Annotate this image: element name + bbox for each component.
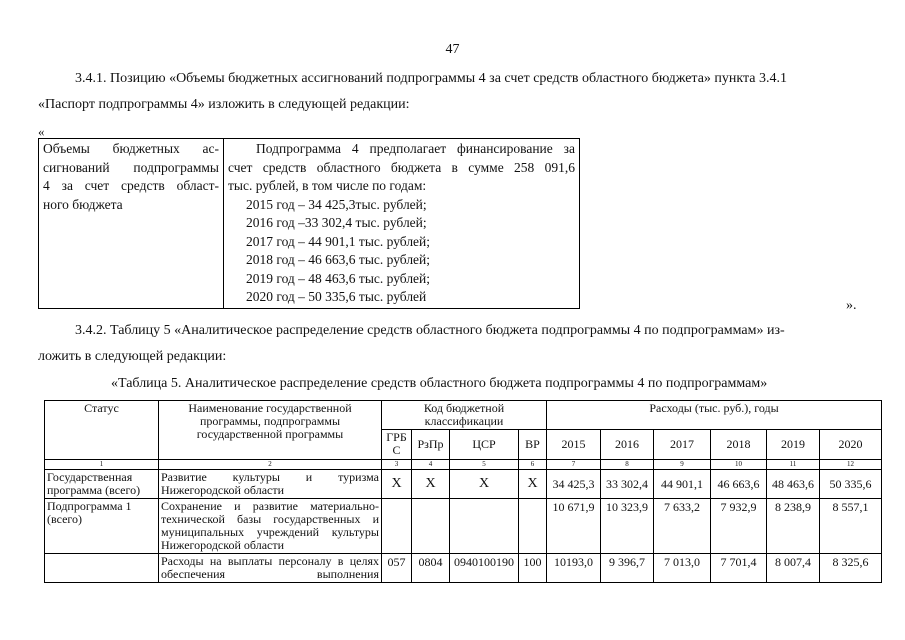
row-value: 33 302,4 <box>601 470 654 499</box>
passport-year-line: 2018 год – 46 663,6 тыс. рублей; <box>246 252 431 267</box>
row-csr: Х <box>450 470 519 499</box>
column-index: 7 <box>547 460 601 470</box>
row-value: 8 238,9 <box>767 499 820 554</box>
row-value: 10 671,9 <box>547 499 601 554</box>
header-year: 2016 <box>601 430 654 460</box>
passport-year-line: 2020 год – 50 335,6 тыс. рублей <box>246 289 427 304</box>
row-name: Развитие культуры и туризма Нижегородской области <box>159 470 382 499</box>
passport-year-line: 2015 год – 34 425,3тыс. рублей; <box>246 196 427 212</box>
table-header-row <box>45 401 882 430</box>
header-rzpr: РзПр <box>412 430 450 460</box>
passport-year-line: 2017 год – 44 901,1 тыс. рублей; <box>246 233 431 249</box>
row-value: 10193,0 <box>547 554 601 583</box>
row-grbs <box>382 499 412 554</box>
column-index: 1 <box>45 460 159 470</box>
row-grbs: Х <box>382 470 412 499</box>
row-status <box>45 554 159 583</box>
passport-year-line: 2016 год –33 302,4 тыс. рублей; <box>246 215 427 230</box>
paragraph-3-4-2-line1: 3.4.2. Таблицу 5 «Аналитическое распределение средств областного бюджета подпрограммы 4 по подпрограммам» из- <box>75 323 785 338</box>
header-code: Код бюджетной классификации <box>382 401 547 430</box>
paragraph-3-4-2-line2: ложить в следующей редакции: <box>38 349 227 364</box>
row-value: 7 932,9 <box>711 499 767 554</box>
row-vr <box>519 499 547 554</box>
header-name: Наименование государственной программы, подпрограммы государственной программы <box>159 401 382 460</box>
column-index: 5 <box>450 460 519 470</box>
row-name: Расходы на выплаты персоналу в целях обеспечения выполнения <box>159 554 382 583</box>
header-year: 2020 <box>820 430 882 460</box>
row-value: 48 463,6 <box>767 470 820 499</box>
row-grbs: 057 <box>382 554 412 583</box>
passport-left-line: сигнований подпрограммы <box>43 159 219 175</box>
row-value: 8 007,4 <box>767 554 820 583</box>
row-value: 44 901,1 <box>654 470 711 499</box>
row-value: 8 325,6 <box>820 554 882 583</box>
column-index: 4 <box>412 460 450 470</box>
row-value: 34 425,3 <box>547 470 601 499</box>
header-grbs: ГРБ С <box>382 430 412 460</box>
passport-year-line: 2019 год – 48 463,6 тыс. рублей; <box>246 270 431 286</box>
column-index: 8 <box>601 460 654 470</box>
row-value: 10 323,9 <box>601 499 654 554</box>
paragraph-3-4-1-line1: 3.4.1. Позицию «Объемы бюджетных ассигнований подпрограммы 4 за счет средств областного бюджета» пункта 3.4.1 <box>75 71 788 86</box>
column-index-row <box>45 460 882 470</box>
row-value: 46 663,6 <box>711 470 767 499</box>
row-rzpr <box>412 499 450 554</box>
row-csr: 0940100190 <box>450 554 519 583</box>
table-row <box>45 554 882 583</box>
table-row <box>45 499 882 554</box>
passport-left-cell <box>39 139 224 309</box>
header-year: 2018 <box>711 430 767 460</box>
row-vr: 100 <box>519 554 547 583</box>
column-index: 10 <box>711 460 767 470</box>
header-vr: ВР <box>519 430 547 460</box>
closing-quote: ». <box>846 298 857 313</box>
table-row <box>45 470 882 499</box>
row-value: 9 396,7 <box>601 554 654 583</box>
row-rzpr: 0804 <box>412 554 450 583</box>
passport-left-line: ного бюджета <box>43 196 123 212</box>
paragraph-3-4-1-line2: «Паспорт подпрограммы 4» изложить в следующей редакции: <box>38 97 410 112</box>
column-index: 3 <box>382 460 412 470</box>
column-index: 12 <box>820 460 882 470</box>
row-value: 7 701,4 <box>711 554 767 583</box>
passport-intro-line: счет средств областного бюджета в сумме 258 091,6 <box>228 159 575 175</box>
column-index: 6 <box>519 460 547 470</box>
passport-left-line: Объемы бюджетных ас- <box>43 141 219 156</box>
table-5-title: «Таблица 5. Аналитическое распределение средств областного бюджета подпрограммы 4 по подпрограммам» <box>111 376 768 391</box>
row-rzpr: Х <box>412 470 450 499</box>
row-status: Подпрограмма 1 (всего) <box>45 499 159 554</box>
row-value: 50 335,6 <box>820 470 882 499</box>
header-year: 2017 <box>654 430 711 460</box>
header-status: Статус <box>45 401 159 460</box>
passport-intro-line: Подпрограмма 4 предполагает финансирование за <box>256 141 575 156</box>
passport-table <box>38 138 580 309</box>
passport-intro-line: тыс. рублей, в том числе по годам: <box>228 178 427 193</box>
passport-left-line: 4 за счет средств област- <box>43 178 219 193</box>
header-year: 2015 <box>547 430 601 460</box>
row-name: Сохранение и развитие материально-технической базы государственных и муниципальных учреждений культуры Нижегородской области <box>159 499 382 554</box>
page-number: 47 <box>445 42 460 57</box>
table-5 <box>44 400 882 583</box>
column-index: 9 <box>654 460 711 470</box>
opening-quote: « <box>38 124 45 139</box>
row-value: 7 633,2 <box>654 499 711 554</box>
row-vr: Х <box>519 470 547 499</box>
row-value: 7 013,0 <box>654 554 711 583</box>
column-index: 11 <box>767 460 820 470</box>
header-expenses: Расходы (тыс. руб.), годы <box>547 401 882 430</box>
passport-right-cell <box>224 139 580 309</box>
header-csr: ЦСР <box>450 430 519 460</box>
row-status: Государственная программа (всего) <box>45 470 159 499</box>
row-csr <box>450 499 519 554</box>
column-index: 2 <box>159 460 382 470</box>
header-year: 2019 <box>767 430 820 460</box>
row-value: 8 557,1 <box>820 499 882 554</box>
